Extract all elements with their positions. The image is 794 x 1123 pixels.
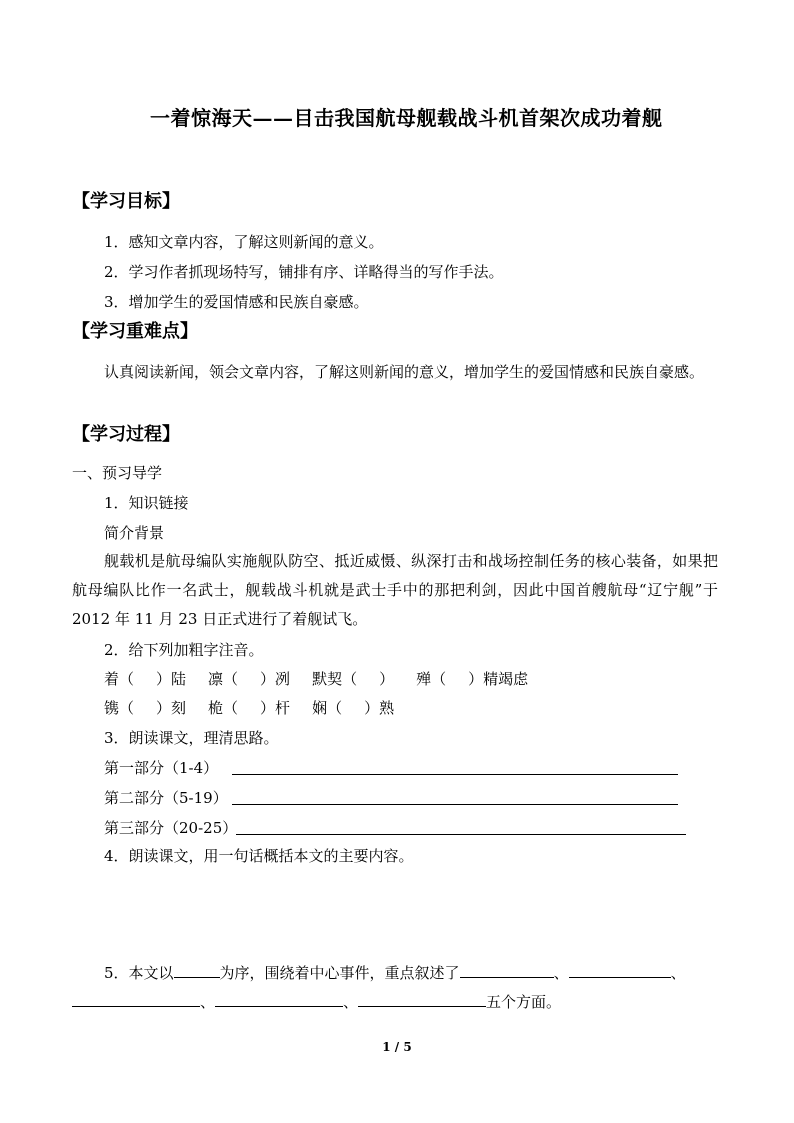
background-label: 简介背景 — [104, 524, 165, 542]
knowledge-link: 1．知识链接 — [104, 494, 189, 512]
separator: 、 — [200, 993, 216, 1011]
goal-item: 2．学习作者抓现场特写，铺排有序、详略得当的写作手法。 — [104, 263, 504, 281]
part-3-answer-line[interactable] — [236, 834, 686, 835]
part-2-answer-line[interactable] — [232, 804, 678, 805]
separator: 、 — [553, 964, 569, 982]
document-title: 一着惊海天——目击我国航母舰载战斗机首架次成功着舰 — [150, 106, 663, 130]
pinyin-instruction: 2．给下列加粗字注音。 — [104, 641, 264, 659]
part-1-label: 第一部分（1-4） — [104, 759, 219, 777]
goal-item: 3．增加学生的爱国情感和民族自豪感。 — [104, 293, 369, 311]
pinyin-row-2 — [104, 698, 394, 718]
pinyin-word: 默契（ — [312, 670, 358, 688]
order-blank[interactable] — [174, 963, 220, 978]
key-points-text: 认真阅读新闻，领会文章内容，了解这则新闻的意义，增加学生的爱国情感和民族自豪感。 — [104, 363, 705, 381]
aspect-blank-2[interactable] — [569, 963, 671, 978]
pinyin-word: ）冽 — [260, 670, 291, 688]
pinyin-word: ）陆 — [156, 670, 187, 688]
key-points-heading: 【学习重难点】 — [72, 321, 198, 342]
part-1-answer-line[interactable] — [232, 774, 678, 775]
page-number: 1 / 5 — [382, 1040, 412, 1054]
pinyin-word: 桅（ — [208, 699, 239, 717]
aspect-blank-5[interactable] — [358, 992, 486, 1007]
goals-heading: 【学习目标】 — [72, 191, 180, 212]
aspect-blank-3[interactable] — [72, 992, 200, 1007]
part-heading: 一、预习导学 — [72, 464, 163, 482]
pinyin-word: 镌（ — [104, 699, 135, 717]
outline-instruction: 3．朗读课文，理清思路。 — [104, 729, 279, 747]
pinyin-row-1 — [104, 669, 528, 689]
separator: 、 — [343, 993, 359, 1011]
pinyin-word: ）精竭虑 — [468, 670, 529, 688]
part-3-label: 第三部分（20-25） — [104, 819, 238, 837]
item5-end: 五个方面。 — [486, 993, 562, 1011]
item5-line-1 — [104, 963, 686, 983]
item5-text-b: 为序，围绕着中心事件，重点叙述了 — [219, 964, 460, 982]
item5-line-2 — [72, 992, 561, 1012]
pinyin-word: 凛（ — [208, 670, 239, 688]
separator: 、 — [670, 964, 686, 982]
background-text: 舰载机是航母编队实施舰队防空、抵近威慑、纵深打击和战场控制任务的核心装备，如果把航母编队比作一名武士，舰载战斗机就是武士手中的那把利剑，因此中国首艘航母“辽宁舰”于 2012 年 11 月 23 日正式进行了着舰试飞。 — [72, 552, 718, 628]
pinyin-word: ） — [379, 670, 395, 688]
pinyin-word: ）杆 — [260, 699, 291, 717]
aspect-blank-1[interactable] — [460, 963, 554, 978]
pinyin-word: ）刻 — [156, 699, 187, 717]
item5-text-a: 5．本文以 — [104, 964, 174, 982]
aspect-blank-4[interactable] — [215, 992, 343, 1007]
pinyin-word: 殚（ — [416, 670, 447, 688]
goal-item: 1．感知文章内容，了解这则新闻的意义。 — [104, 233, 384, 251]
pinyin-word: 娴（ — [312, 699, 343, 717]
part-2-label: 第二部分（5-19） — [104, 789, 228, 807]
process-heading: 【学习过程】 — [72, 424, 180, 445]
pinyin-word: ）熟 — [364, 699, 395, 717]
pinyin-word: 着（ — [104, 670, 135, 688]
summary-instruction: 4．朗读课文，用一句话概括本文的主要内容。 — [104, 847, 414, 865]
